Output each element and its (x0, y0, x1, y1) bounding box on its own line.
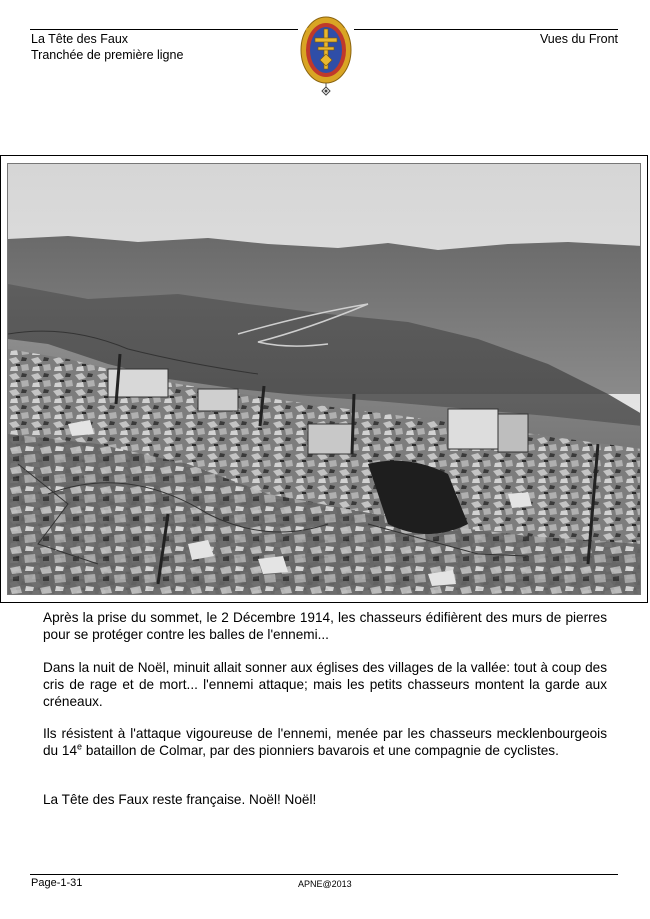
ordinal-suffix: e (77, 741, 83, 752)
page-number: Page-1-31 (31, 877, 83, 889)
paragraph-2: Dans la nuit de Noël, minuit allait sonner aux églises des villages de la vallée: tout à coup des cris de rage et de mort... l'ennemi attaque; mais les petits chasseurs montent la garde aux créneaux. (43, 660, 607, 709)
photo (7, 163, 641, 595)
battlefield-photo-icon (8, 164, 641, 595)
paragraph-3-part1: Ils résistent à l'attaque vigoureuse de l'ennemi, menée par les chasseurs mecklenbourgeois du 14 (43, 726, 607, 758)
footer-rule (30, 874, 618, 875)
paragraph-4: La Tête des Faux reste française. Noël! Noël! (43, 792, 317, 807)
header-rule-right (354, 29, 618, 30)
header-section: Vues du Front (539, 32, 618, 46)
coat-of-arms-icon (298, 14, 354, 98)
header-subtitle: Tranchée de première ligne (31, 48, 184, 62)
copyright: APNE@2013 (298, 879, 352, 889)
photo-frame (0, 155, 648, 603)
header-rule-left (30, 29, 298, 30)
header-title: La Tête des Faux (31, 32, 129, 46)
paragraph-1: Après la prise du sommet, le 2 Décembre 1914, les chasseurs édifièrent des murs de pierres pour se protéger contre les balles de l'ennemi... (43, 610, 607, 642)
paragraph-3-part2: bataillon de Colmar, par des pionniers bavarois et une compagnie de cyclistes. (82, 743, 559, 758)
paragraph-3 (43, 725, 607, 759)
